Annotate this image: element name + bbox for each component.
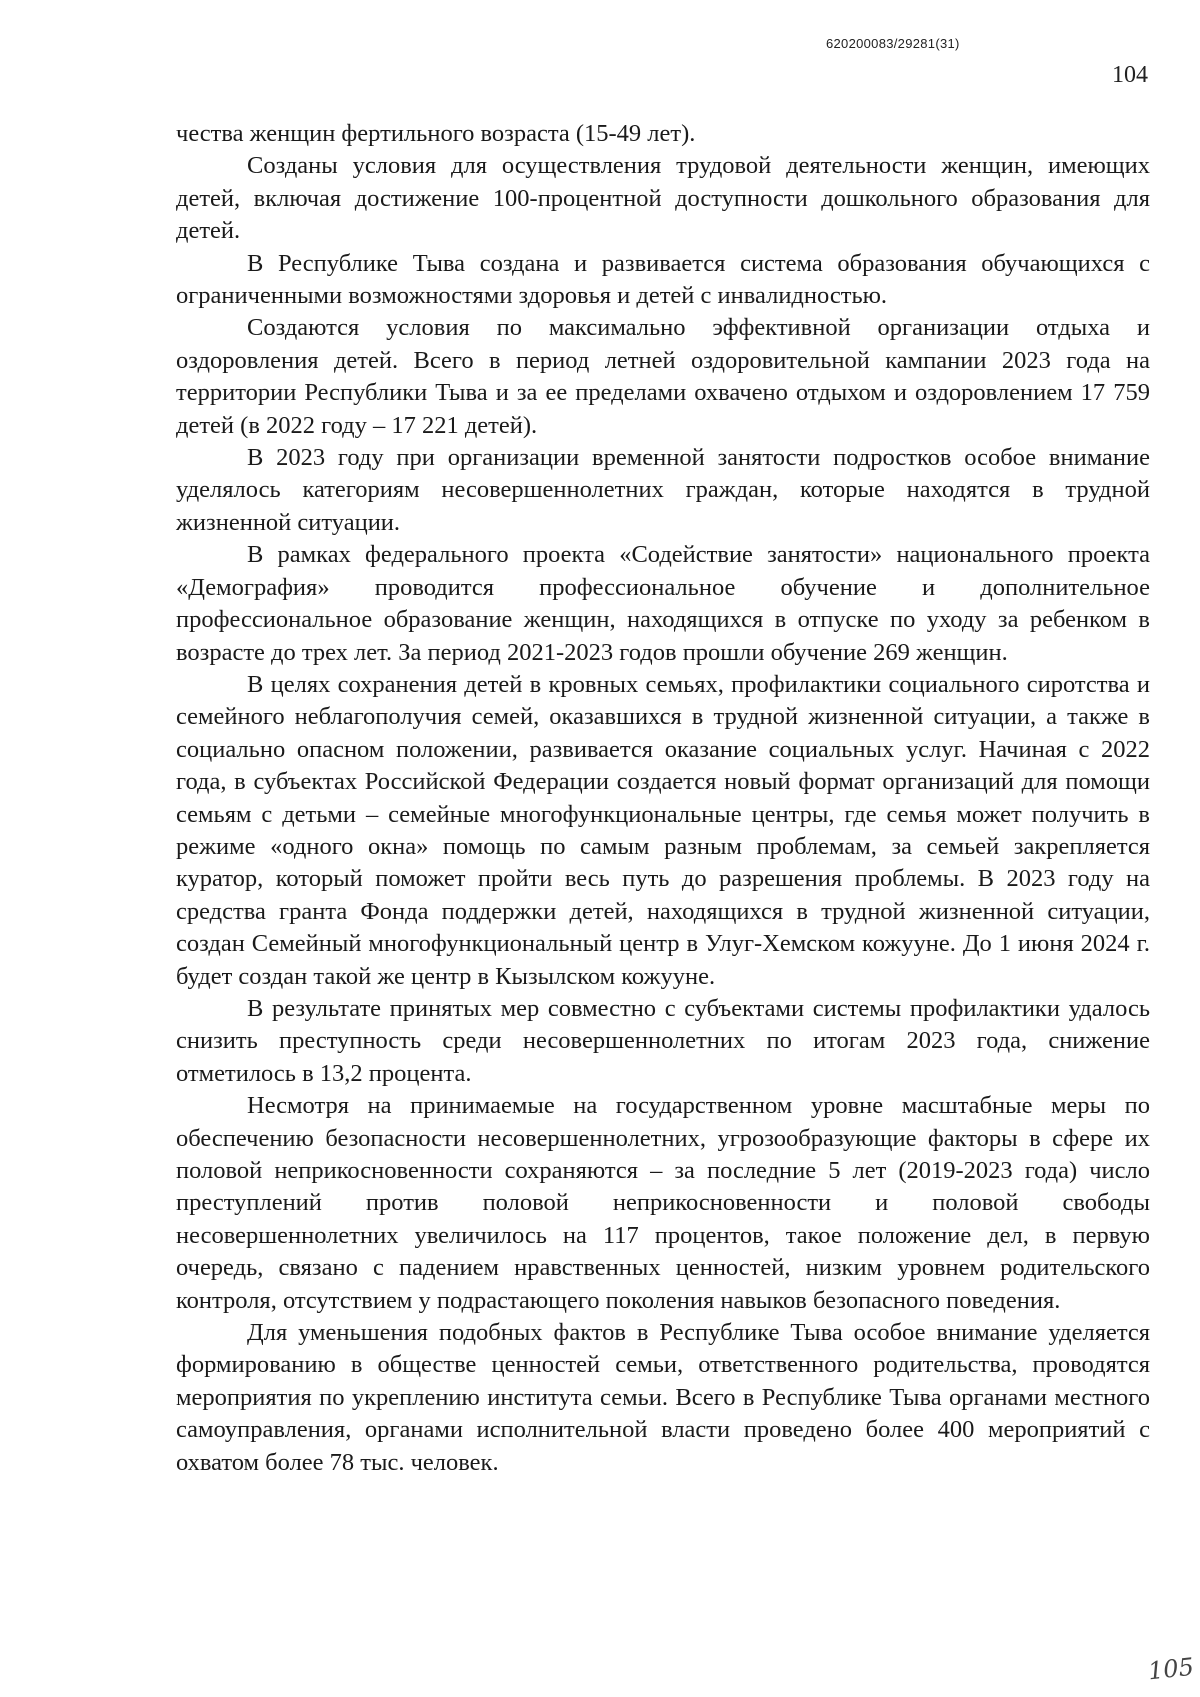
paragraph-inclusive-education: В Республике Тыва создана и развивается система образования обучающихся с ограниченными возможностями здоровья и детей с инвалидностью. bbox=[176, 249, 1150, 310]
paragraph-crime-reduction: В результате принятых мер совместно с субъектами системы профилактики удалось снизить преступность среди несовершеннолетних по итогам 2023 года, снижение отметилось в 13,2 процента. bbox=[176, 994, 1150, 1087]
handwritten-page-mark: 105 bbox=[1146, 1652, 1196, 1686]
page-number: 104 bbox=[1112, 62, 1148, 88]
paragraph-summer-recreation: Создаются условия по максимально эффективной организации отдыха и оздоровления детей. Всего в период летней оздоровительной кампании 2023 года на территории Республики Тыва и за ее пределами охвачено отдыхом и оздоровлением 17 759 детей (в 2022 году – 17 221 детей). bbox=[176, 314, 1150, 439]
document-id: 620200083/29281(31) bbox=[826, 36, 960, 51]
paragraph-teen-employment: В 2023 году при организации временной занятости подростков особое внимание уделялось категориям несовершеннолетних граждан, которые находятся в трудной жизненной ситуации. bbox=[176, 444, 1150, 536]
paragraph-minor-safety: Несмотря на принимаемые на государственном уровне масштабные меры по обеспечению безопасности несовершеннолетних, угрозообразующие факторы в сфере их половой неприкосновенности сохраняются – за последние 5 лет (2019-2023 года) число преступлений против половой неприкосновенности и половой свободы несовершеннолетних увеличилось на 117 процентов, такое положение дел, в первую очередь, связано с падением нравственных ценностей, низким уровнем родительского контроля, отсутствием у подрастающего поколения навыков безопасного поведения. bbox=[176, 1092, 1150, 1314]
paragraph-family-centers: В целях сохранения детей в кровных семьях, профилактики социального сиротства и семейного неблагополучия семей, оказавшихся в трудной жизненной ситуации, а также в социально опасном положении, развивается оказание социальных услуг. Начиная с 2022 года, в субъектах Российской Федерации создается новый формат организаций для помощи семьям с детьми – семейные многофункциональные центры, где семья может получить в режиме «одного окна» помощь по самым разным проблемам, за семьей закрепляется куратор, который поможет пройти весь путь до разрешения проблемы. В 2023 году на средства гранта Фонда поддержки детей, находящихся в трудной жизненной ситуации, создан Семейный многофункциональный центр в Улуг-Хемском кожууне. До 1 июня 2024 г. будет создан такой же центр в Кызылском кожууне. bbox=[176, 670, 1150, 990]
document-body bbox=[176, 118, 1150, 1479]
paragraph-continuation: чества женщин фертильного возраста (15-49 лет). bbox=[176, 120, 696, 147]
paragraph-demography-project: В рамках федерального проекта «Содействие занятости» национального проекта «Демография» проводится профессиональное обучение и дополнительное профессиональное образование женщин, находящихся в отпуске по уходу за ребенком в возрасте до трех лет. За период 2021-2023 годов прошли обучение 269 женщин. bbox=[176, 541, 1150, 666]
paragraph-working-women: Созданы условия для осуществления трудовой деятельности женщин, имеющих детей, включая достижение 100-процентной доступности дошкольного образования для детей. bbox=[176, 152, 1150, 245]
paragraph-family-values: Для уменьшения подобных фактов в Республике Тыва особое внимание уделяется формированию в обществе ценностей семьи, ответственного родительства, проводятся мероприятия по укреплению института семьи. Всего в Республике Тыва органами местного самоуправления, органами исполнительной власти проведено более 400 мероприятий с охватом более 78 тыс. человек. bbox=[176, 1319, 1150, 1476]
